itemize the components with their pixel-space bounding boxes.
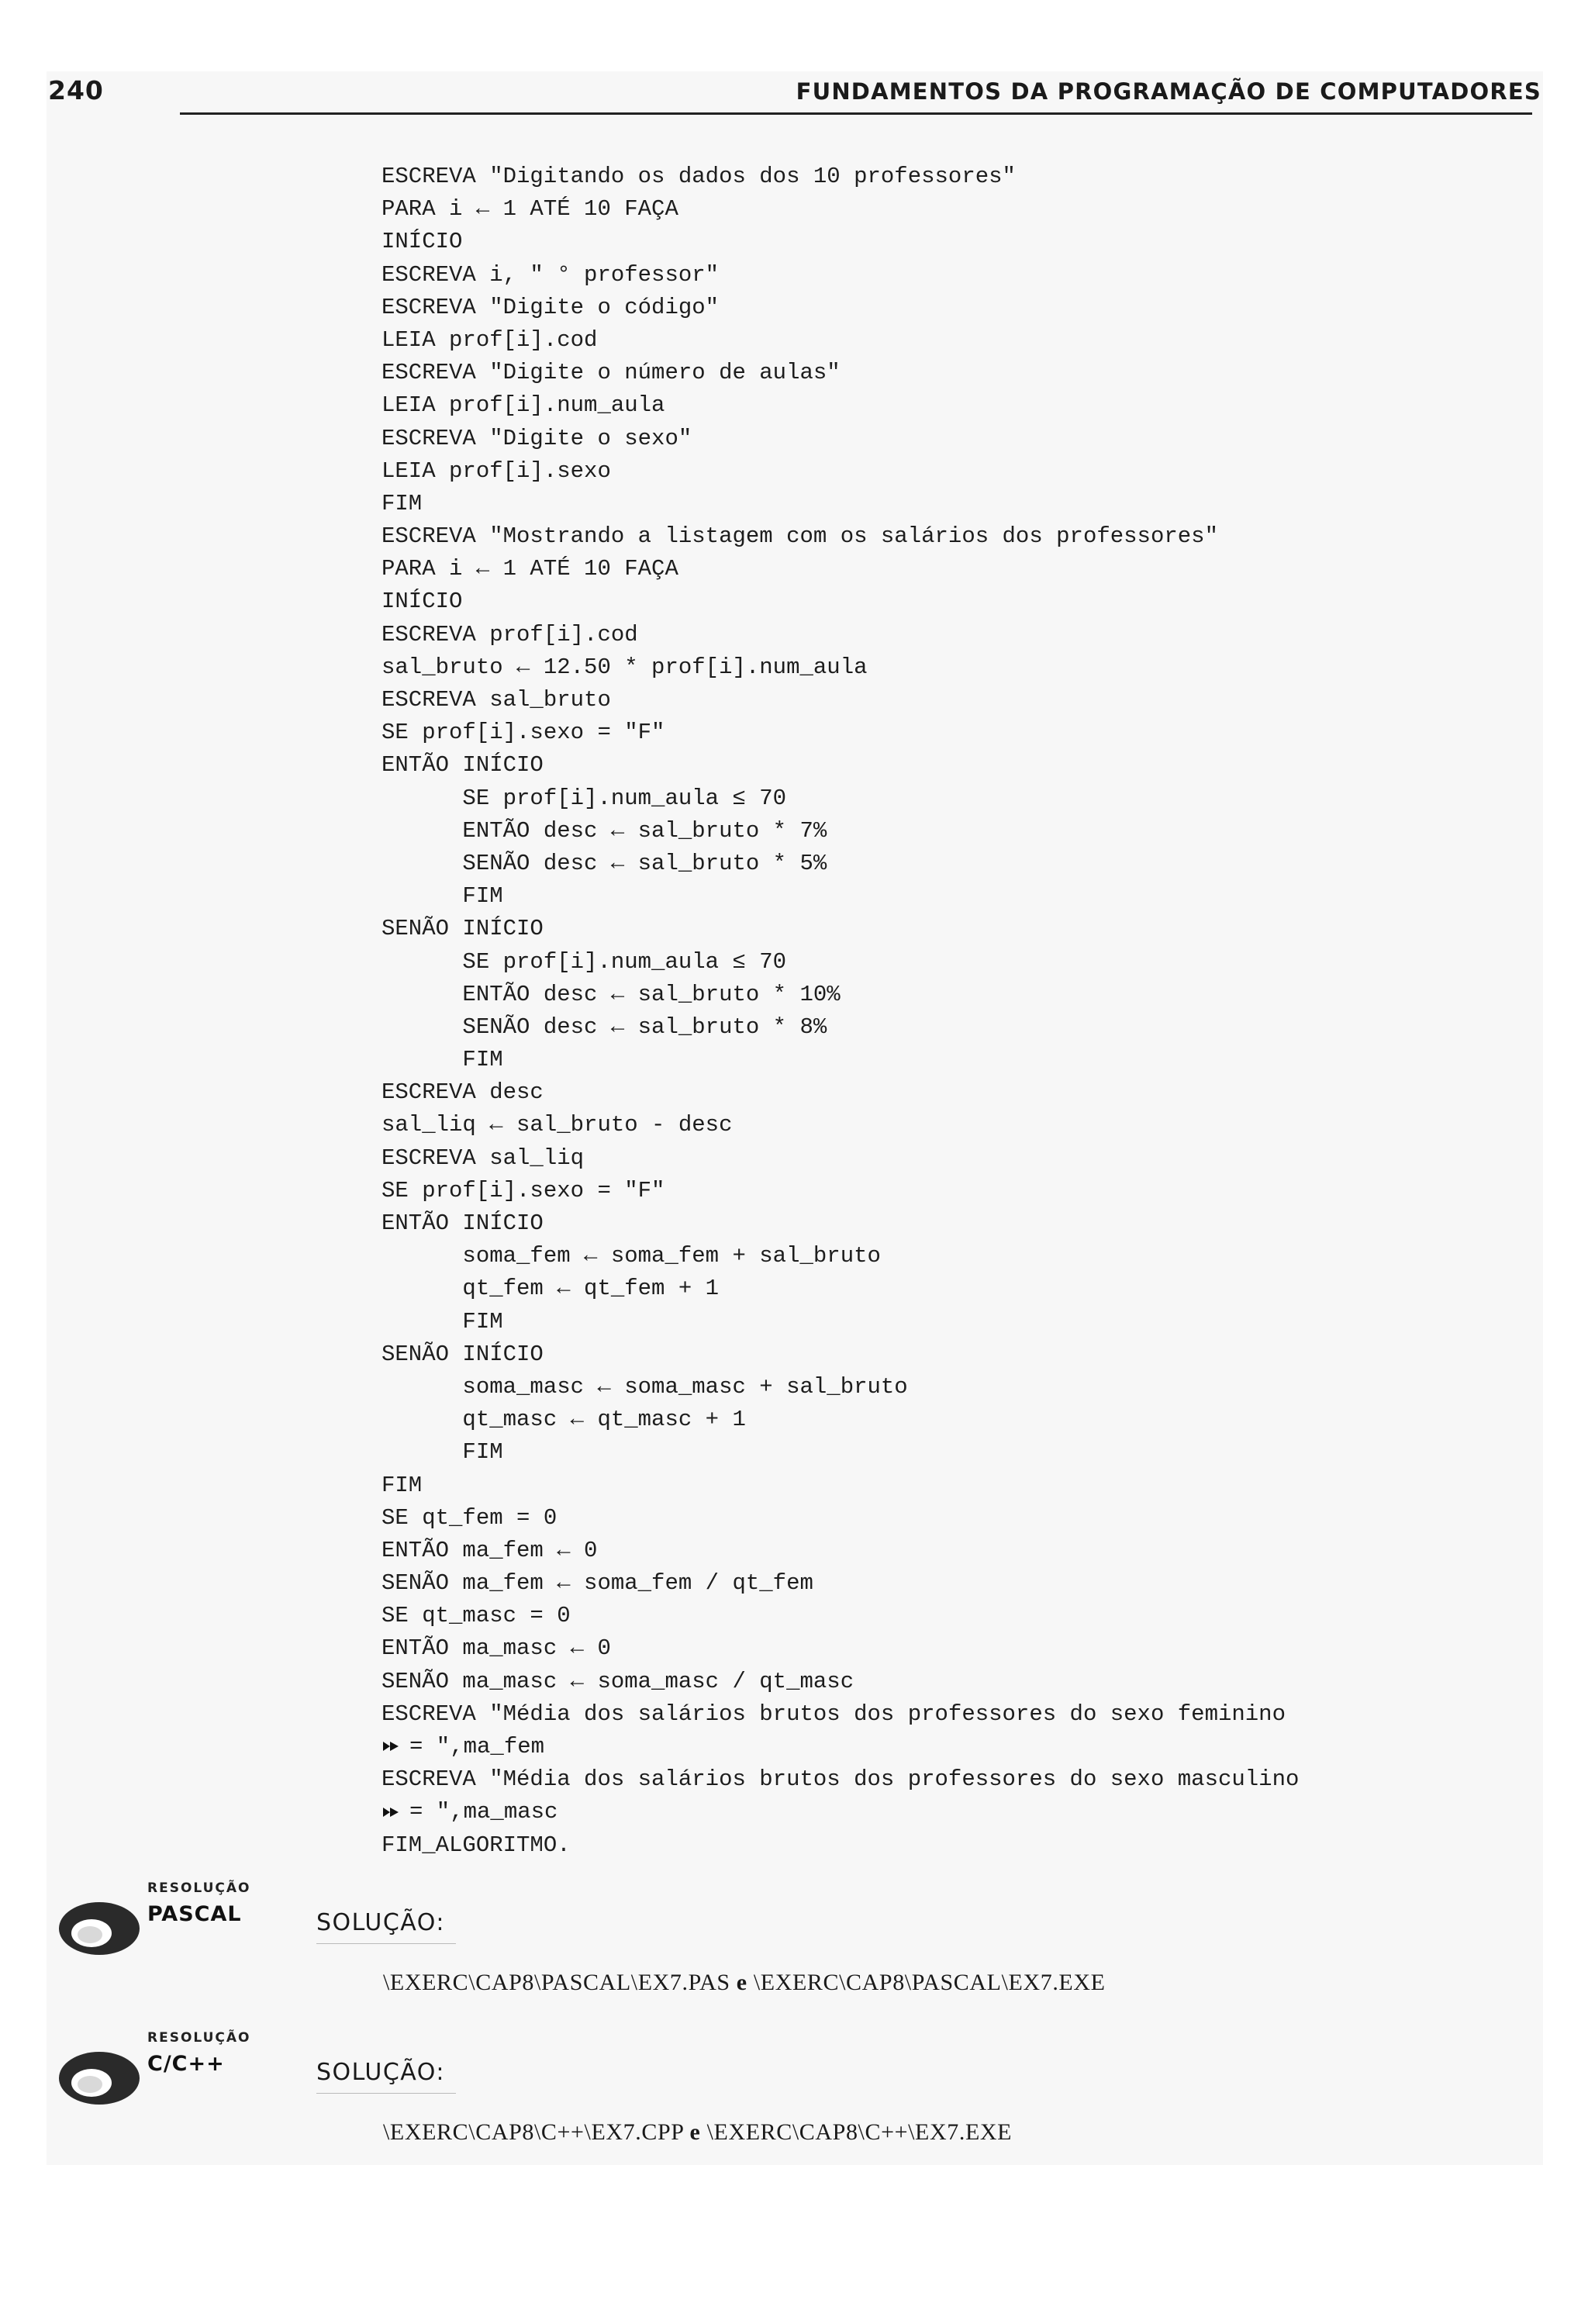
solution-label-cpp: SOLUÇÃO: [316,2059,445,2086]
code-text: qt_fem ← qt_fem + 1 [381,1276,720,1302]
code-line [381,651,1299,684]
code-line [381,292,1299,324]
code-text: FIM [381,1308,503,1335]
code-line [381,1567,1299,1600]
running-title: FUNDAMENTOS DA PROGRAMAÇÃO DE COMPUTADORES [796,78,1541,105]
code-text: ESCREVA "Digitando os dados dos 10 professores" [381,164,1016,189]
cpp-resolution-badge [56,2030,288,2108]
code-line [381,226,1299,258]
code-text: ESCREVA prof[i].cod [381,621,638,647]
code-text: soma_masc ← soma_masc + sal_bruto [381,1373,908,1400]
code-text: ESCREVA "Média dos salários brutos dos professores do sexo masculino [381,1766,1300,1793]
code-text: INÍCIO [381,589,463,615]
code-line [381,1306,1299,1338]
code-text: ESCREVA sal_liq [381,1145,585,1171]
code-line [381,1698,1299,1731]
code-text: SE prof[i].num_aula ≤ 70 [381,948,787,975]
code-line [381,1436,1299,1469]
badge-language-pascal: PASCAL [147,1902,242,1926]
code-line [381,455,1299,488]
code-text: ESCREVA "Digite o código" [381,294,720,320]
code-line [381,782,1299,815]
code-text: sal_bruto ← 12.50 * prof[i].num_aula [381,654,868,680]
code-line [381,1731,1299,1763]
source-file-path: \EXERC\CAP8\C++\EX7.CPP [383,2119,684,2145]
code-line [381,553,1299,585]
code-text: ESCREVA "Digite o número de aulas" [381,360,841,386]
code-text: SENÃO INÍCIO [381,916,544,942]
code-line [381,1207,1299,1240]
code-line [381,1796,1299,1828]
code-line [381,1763,1299,1796]
code-line [381,1044,1299,1076]
code-text: ESCREVA i, " ° professor" [381,261,720,288]
code-line [381,1829,1299,1862]
code-line [381,880,1299,913]
code-line [381,684,1299,717]
conjunction: e [689,2119,701,2145]
code-text: PARA i ← 1 ATÉ 10 FAÇA [381,556,678,582]
code-text: LEIA prof[i].num_aula [381,392,665,419]
code-line [381,1632,1299,1665]
code-text: FIM [381,1047,503,1073]
code-text: ESCREVA sal_bruto [381,687,611,713]
code-text: ENTÃO ma_fem ← 0 [381,1537,598,1563]
code-text: ESCREVA "Mostrando a listagem com os salários dos professores" [381,523,1218,550]
code-text: ESCREVA "Média dos salários brutos dos professores do sexo feminino [381,1701,1286,1727]
code-line [381,717,1299,749]
badge-resolution-text: RESOLUÇÃO [147,2030,251,2046]
code-text: SE qt_fem = 0 [381,1504,558,1531]
code-text: = ",ma_masc [409,1799,558,1825]
code-line [381,1011,1299,1044]
code-text: SE prof[i].sexo = "F" [381,720,665,746]
code-text: PARA i ← 1 ATÉ 10 FAÇA [381,196,678,223]
code-text: FIM [381,1439,503,1466]
code-line [381,815,1299,848]
code-text: LEIA prof[i].sexo [381,458,611,484]
code-line [381,193,1299,226]
code-text: qt_masc ← qt_masc + 1 [381,1407,746,1433]
code-line [381,1109,1299,1141]
code-text: INÍCIO [381,229,463,255]
executable-file-path: \EXERC\CAP8\PASCAL\EX7.EXE [753,1970,1106,1995]
code-text: SE qt_masc = 0 [381,1603,571,1629]
line-continuation-arrow-icon [381,1739,400,1754]
source-file-path: \EXERC\CAP8\PASCAL\EX7.PAS [383,1970,730,1995]
code-line [381,1175,1299,1207]
code-text: SENÃO ma_fem ← soma_fem / qt_fem [381,1570,813,1597]
solution-underline [316,1943,456,1944]
page-number: 240 [48,75,104,105]
code-text: ENTÃO desc ← sal_bruto * 7% [381,817,827,844]
code-text: SE prof[i].sexo = "F" [381,1177,665,1203]
code-line [381,1142,1299,1175]
code-text: soma_fem ← soma_fem + sal_bruto [381,1243,881,1269]
code-text: ESCREVA desc [381,1079,544,1106]
code-text: = ",ma_fem [409,1734,545,1759]
badge-resolution-text: RESOLUÇÃO [147,1880,251,1896]
code-line [381,1469,1299,1502]
code-text: SENÃO ma_masc ← soma_masc / qt_masc [381,1668,854,1694]
code-line [381,357,1299,389]
code-text: ENTÃO desc ← sal_bruto * 10% [381,981,841,1007]
code-text: FIM [381,1472,423,1498]
code-line [381,619,1299,651]
code-text: sal_liq ← sal_bruto - desc [381,1112,733,1138]
code-line [381,1600,1299,1632]
code-line [381,488,1299,520]
header-rule [180,112,1532,115]
pseudocode-listing [381,161,1299,1862]
code-text: SENÃO desc ← sal_bruto * 8% [381,1014,827,1040]
code-line [381,1371,1299,1404]
code-text: SENÃO desc ← sal_bruto * 5% [381,850,827,876]
code-line [381,1240,1299,1273]
code-line [381,520,1299,553]
solution-paths-cpp [383,2119,1012,2146]
code-line [381,585,1299,618]
code-text: FIM_ALGORITMO. [381,1832,571,1858]
badge-language-cpp: C/C++ [147,2052,225,2076]
conjunction: e [736,1970,747,1995]
code-line [381,1273,1299,1305]
code-text: FIM [381,883,503,910]
code-line [381,389,1299,422]
code-text: ESCREVA "Digite o sexo" [381,425,692,451]
code-line [381,161,1299,193]
code-line [381,979,1299,1011]
code-line [381,913,1299,945]
solution-underline [316,2093,456,2094]
code-line [381,259,1299,292]
code-text: FIM [381,490,423,516]
code-text: SE prof[i].num_aula ≤ 70 [381,785,787,811]
code-line [381,1666,1299,1698]
code-line [381,749,1299,782]
code-line [381,1535,1299,1567]
code-text: LEIA prof[i].cod [381,326,598,353]
code-line [381,848,1299,880]
code-line [381,1338,1299,1371]
code-text: ENTÃO INÍCIO [381,1210,544,1236]
solution-paths-pascal [383,1970,1106,1996]
code-text: SENÃO INÍCIO [381,1341,544,1367]
code-line [381,1404,1299,1436]
line-continuation-arrow-icon [381,1804,400,1820]
code-line [381,946,1299,979]
code-line [381,423,1299,455]
code-line [381,324,1299,357]
executable-file-path: \EXERC\CAP8\C++\EX7.EXE [706,2119,1013,2145]
pascal-resolution-badge [56,1880,288,1958]
solution-label-pascal: SOLUÇÃO: [316,1909,445,1936]
code-text: ENTÃO ma_masc ← 0 [381,1635,611,1662]
resolution-disc-icon [56,2046,143,2108]
code-text: ENTÃO INÍCIO [381,752,544,779]
code-line [381,1502,1299,1535]
code-line [381,1076,1299,1109]
resolution-disc-icon [56,1896,143,1958]
